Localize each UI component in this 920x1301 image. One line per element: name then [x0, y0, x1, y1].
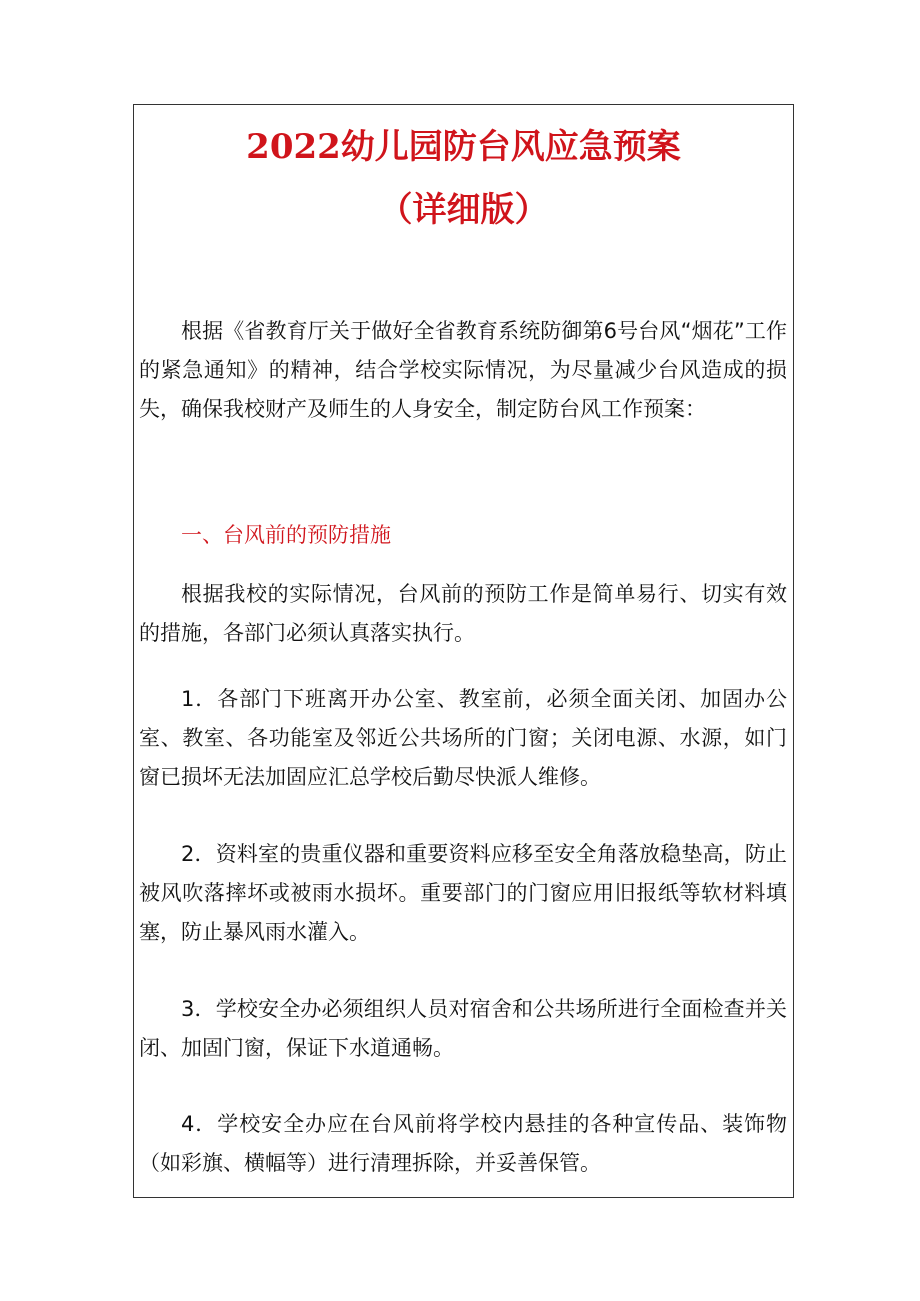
- section-heading: 一、台风前的预防措施: [181, 523, 391, 547]
- list-item: 1．各部门下班离开办公室、教室前，必须全面关闭、加固办公室、教室、各功能室及邻近公共场所的门窗；关闭电源、水源，如门窗已损坏无法加固应汇总学校后勤尽快派人维修。: [139, 687, 787, 789]
- intro-paragraph: 根据《省教育厅关于做好全省教育系统防御第6号台风“烟花”工作的紧急通知》的精神，结合学校实际情况，为尽量减少台风造成的损失，确保我校财产及师生的人身安全，制定防台风工作预案：: [139, 319, 787, 421]
- list-item: 3．学校安全办必须组织人员对宿舍和公共场所进行全面检查并关闭、加固门窗，保证下水道通畅。: [139, 997, 787, 1060]
- document-subtitle: （详细版）: [378, 190, 549, 230]
- document-title: 2022幼儿园防台风应急预案: [246, 127, 681, 167]
- list-item: 4．学校安全办应在台风前将学校内悬挂的各种宣传品、装饰物（如彩旗、横幅等）进行清理拆除，并妥善保管。: [139, 1112, 787, 1175]
- document-frame: [133, 104, 794, 1198]
- section-lead-paragraph: 根据我校的实际情况，台风前的预防工作是简单易行、切实有效的措施，各部门必须认真落实执行。: [139, 582, 787, 645]
- list-item: 2．资料室的贵重仪器和重要资料应移至安全角落放稳垫高，防止被风吹落摔坏或被雨水损坏。重要部门的门窗应用旧报纸等软材料填塞，防止暴风雨水灌入。: [139, 842, 787, 944]
